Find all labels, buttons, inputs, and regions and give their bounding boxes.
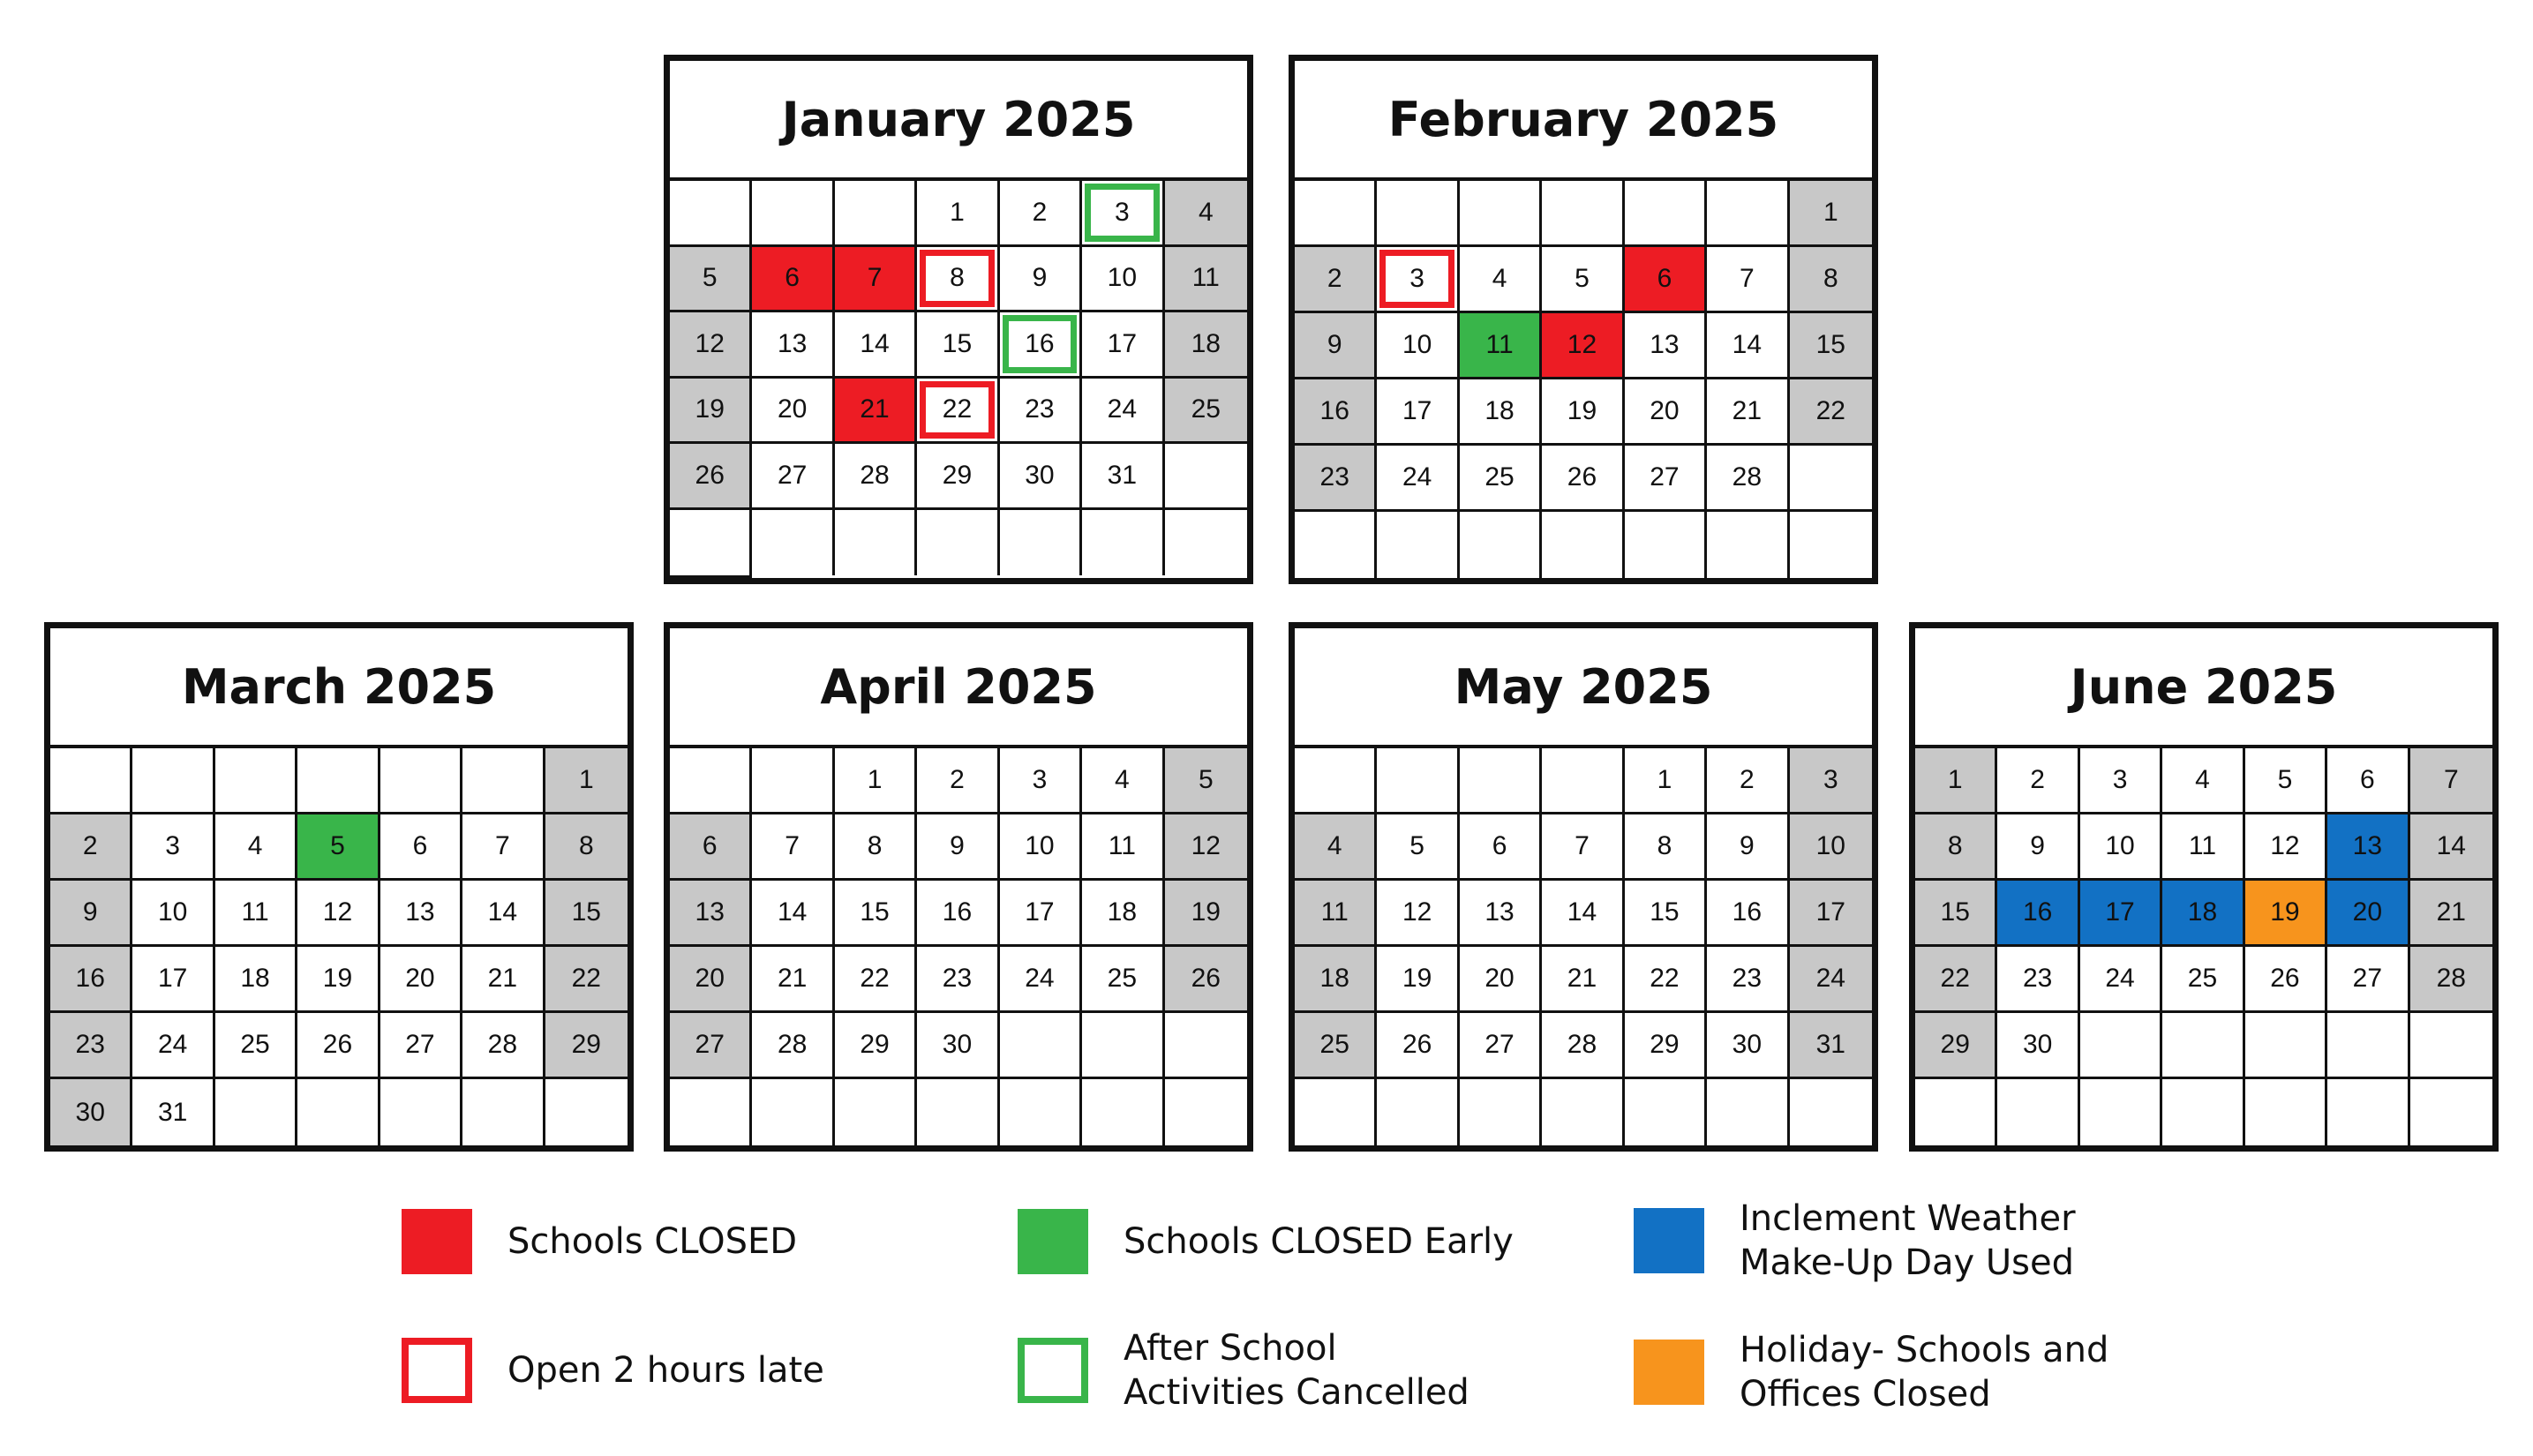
day-cell: 10 <box>1082 247 1164 313</box>
calendar-title: May 2025 <box>1295 628 1872 748</box>
calendar-grid <box>670 748 1247 1145</box>
day-cell: 18 <box>1295 947 1377 1013</box>
empty-day-cell <box>1707 1079 1789 1145</box>
day-cell: 10 <box>2080 814 2162 881</box>
empty-day-cell <box>670 748 752 814</box>
day-cell: 16 <box>1707 881 1789 947</box>
legend-label-line: Inclement Weather <box>1740 1198 2076 1239</box>
calendar-grid <box>670 181 1247 578</box>
empty-day-cell <box>1295 748 1377 814</box>
day-cell-cancel: 16 <box>1000 312 1082 379</box>
day-cell: 16 <box>1295 379 1377 446</box>
legend-holiday <box>1634 1328 2108 1416</box>
day-cell: 25 <box>1082 947 1164 1013</box>
legend-open-late <box>402 1338 824 1403</box>
empty-day-cell <box>1082 1079 1164 1145</box>
day-cell: 3 <box>1790 748 1872 814</box>
empty-day-cell <box>1295 181 1377 247</box>
day-cell-makeup: 16 <box>1997 881 2079 947</box>
legend-schools-closed <box>402 1209 797 1274</box>
empty-day-cell <box>297 748 380 814</box>
day-cell: 12 <box>670 312 752 379</box>
day-cell: 27 <box>2327 947 2409 1013</box>
empty-day-cell <box>917 1079 999 1145</box>
day-cell-cancel: 3 <box>1082 181 1164 247</box>
day-cell: 24 <box>1000 947 1082 1013</box>
day-cell: 8 <box>1790 247 1872 313</box>
day-cell: 10 <box>1377 313 1459 379</box>
empty-day-cell <box>2410 1013 2492 1079</box>
calendar-title: February 2025 <box>1295 61 1872 181</box>
day-cell: 13 <box>670 881 752 947</box>
empty-day-cell <box>2410 1079 2492 1145</box>
day-cell: 19 <box>1165 881 1247 947</box>
day-cell: 11 <box>1165 247 1247 313</box>
day-cell: 7 <box>1542 814 1624 881</box>
day-cell: 1 <box>1915 748 1997 814</box>
day-cell-late: 22 <box>917 379 999 445</box>
day-cell-closed: 6 <box>752 247 834 313</box>
day-cell: 22 <box>835 947 917 1013</box>
day-cell: 18 <box>215 947 297 1013</box>
empty-day-cell <box>1790 1079 1872 1145</box>
day-cell: 24 <box>1790 947 1872 1013</box>
day-cell: 2 <box>1295 247 1377 313</box>
legend-swatch-cancel <box>1018 1338 1088 1403</box>
empty-day-cell <box>2245 1013 2327 1079</box>
legend-label: Open 2 hours late <box>507 1350 824 1391</box>
empty-day-cell <box>50 748 132 814</box>
day-cell: 21 <box>2410 881 2492 947</box>
empty-day-cell <box>1165 1079 1247 1145</box>
day-cell: 6 <box>670 814 752 881</box>
empty-day-cell <box>1165 1013 1247 1079</box>
empty-day-cell <box>2327 1013 2409 1079</box>
legend-swatch-closed <box>402 1209 472 1274</box>
day-cell: 6 <box>380 814 462 881</box>
day-cell: 22 <box>1915 947 1997 1013</box>
day-cell: 30 <box>1707 1013 1789 1079</box>
day-cell: 13 <box>1460 881 1542 947</box>
calendar-grid <box>1295 181 1872 578</box>
day-cell: 23 <box>1000 379 1082 445</box>
day-cell: 9 <box>1707 814 1789 881</box>
day-cell: 20 <box>1460 947 1542 1013</box>
day-cell: 17 <box>1790 881 1872 947</box>
day-cell: 24 <box>2080 947 2162 1013</box>
day-cell: 28 <box>2410 947 2492 1013</box>
day-cell: 21 <box>752 947 834 1013</box>
day-cell: 15 <box>1625 881 1707 947</box>
day-cell: 17 <box>132 947 214 1013</box>
day-cell-early: 5 <box>297 814 380 881</box>
day-cell: 9 <box>50 881 132 947</box>
empty-day-cell <box>1625 512 1707 578</box>
empty-day-cell <box>752 748 834 814</box>
day-cell: 13 <box>1625 313 1707 379</box>
empty-day-cell <box>2162 1079 2244 1145</box>
empty-day-cell <box>1377 748 1459 814</box>
empty-day-cell <box>2327 1079 2409 1145</box>
day-cell: 4 <box>1460 247 1542 313</box>
empty-day-cell <box>2080 1013 2162 1079</box>
empty-day-cell <box>1790 512 1872 578</box>
empty-day-cell <box>1707 512 1789 578</box>
empty-day-cell <box>297 1079 380 1145</box>
empty-day-cell <box>132 748 214 814</box>
legend-makeup-day <box>1634 1197 2076 1285</box>
day-cell: 24 <box>1377 446 1459 512</box>
empty-day-cell <box>380 1079 462 1145</box>
day-cell: 10 <box>1790 814 1872 881</box>
empty-day-cell <box>1000 510 1082 576</box>
empty-day-cell <box>752 181 834 247</box>
day-cell: 19 <box>1542 379 1624 446</box>
day-cell: 19 <box>670 379 752 445</box>
day-cell: 19 <box>297 947 380 1013</box>
day-cell: 13 <box>752 312 834 379</box>
day-cell: 11 <box>1082 814 1164 881</box>
day-cell: 7 <box>752 814 834 881</box>
legend-label <box>1740 1197 2076 1285</box>
day-cell: 21 <box>1542 947 1624 1013</box>
empty-day-cell <box>670 1079 752 1145</box>
day-cell: 7 <box>2410 748 2492 814</box>
day-cell-early: 11 <box>1460 313 1542 379</box>
empty-day-cell <box>462 1079 545 1145</box>
day-cell: 6 <box>1460 814 1542 881</box>
day-cell: 2 <box>917 748 999 814</box>
empty-day-cell <box>2162 1013 2244 1079</box>
legend-label: Schools CLOSED Early <box>1124 1221 1514 1262</box>
day-cell-closed: 6 <box>1625 247 1707 313</box>
day-cell: 14 <box>1542 881 1624 947</box>
day-cell: 7 <box>462 814 545 881</box>
day-cell: 11 <box>1295 881 1377 947</box>
empty-day-cell <box>835 510 917 576</box>
empty-day-cell <box>917 510 999 576</box>
day-cell: 15 <box>1790 313 1872 379</box>
calendar-january-2025 <box>664 55 1253 584</box>
day-cell: 27 <box>1460 1013 1542 1079</box>
calendar-february-2025 <box>1289 55 1878 584</box>
legend-label-line: Holiday- Schools and <box>1740 1330 2109 1370</box>
day-cell: 21 <box>1707 379 1789 446</box>
empty-day-cell <box>1000 1079 1082 1145</box>
empty-day-cell <box>752 1079 834 1145</box>
empty-day-cell <box>1915 1079 1997 1145</box>
day-cell: 27 <box>380 1013 462 1079</box>
empty-day-cell <box>1542 1079 1624 1145</box>
day-cell: 8 <box>545 814 628 881</box>
day-cell: 28 <box>835 444 917 510</box>
day-cell: 7 <box>1707 247 1789 313</box>
day-cell: 8 <box>1915 814 1997 881</box>
day-cell: 14 <box>835 312 917 379</box>
day-cell: 5 <box>1377 814 1459 881</box>
day-cell: 10 <box>132 881 214 947</box>
day-cell-closed: 12 <box>1542 313 1624 379</box>
day-cell: 26 <box>1377 1013 1459 1079</box>
day-cell: 9 <box>1997 814 2079 881</box>
day-cell-makeup: 13 <box>2327 814 2409 881</box>
day-cell-closed: 7 <box>835 247 917 313</box>
empty-day-cell <box>1082 1013 1164 1079</box>
legend-schools-closed-early <box>1018 1209 1514 1274</box>
day-cell: 1 <box>545 748 628 814</box>
empty-day-cell <box>670 510 752 576</box>
day-cell: 4 <box>1295 814 1377 881</box>
day-cell: 4 <box>1082 748 1164 814</box>
empty-day-cell <box>1542 181 1624 247</box>
legend-swatch-late <box>402 1338 472 1403</box>
day-cell: 14 <box>462 881 545 947</box>
day-cell: 9 <box>1295 313 1377 379</box>
empty-day-cell <box>752 510 834 576</box>
day-cell: 26 <box>1542 446 1624 512</box>
day-cell: 2 <box>1997 748 2079 814</box>
day-cell: 30 <box>917 1013 999 1079</box>
day-cell: 26 <box>2245 947 2327 1013</box>
legend-label-line: Make-Up Day Used <box>1740 1242 2075 1283</box>
empty-day-cell <box>2080 1079 2162 1145</box>
day-cell: 26 <box>1165 947 1247 1013</box>
day-cell-late: 8 <box>917 247 999 313</box>
empty-day-cell <box>1377 1079 1459 1145</box>
legend-swatch-makeup <box>1634 1208 1704 1273</box>
day-cell: 23 <box>1707 947 1789 1013</box>
day-cell: 17 <box>1000 881 1082 947</box>
empty-day-cell <box>1460 748 1542 814</box>
day-cell: 25 <box>1460 446 1542 512</box>
day-cell: 20 <box>380 947 462 1013</box>
day-cell: 29 <box>835 1013 917 1079</box>
day-cell: 23 <box>917 947 999 1013</box>
calendar-grid <box>50 748 628 1145</box>
day-cell: 11 <box>2162 814 2244 881</box>
day-cell: 12 <box>297 881 380 947</box>
calendar-may-2025 <box>1289 622 1878 1152</box>
day-cell: 15 <box>545 881 628 947</box>
day-cell: 3 <box>1000 748 1082 814</box>
day-cell: 29 <box>917 444 999 510</box>
day-cell: 13 <box>380 881 462 947</box>
day-cell: 5 <box>1165 748 1247 814</box>
empty-day-cell <box>1460 181 1542 247</box>
legend-label <box>1124 1326 1469 1415</box>
day-cell: 28 <box>462 1013 545 1079</box>
calendar-april-2025 <box>664 622 1253 1152</box>
legend-label-line: After School <box>1124 1328 1337 1369</box>
day-cell: 10 <box>1000 814 1082 881</box>
day-cell: 27 <box>752 444 834 510</box>
calendar-title: April 2025 <box>670 628 1247 748</box>
empty-day-cell <box>1790 446 1872 512</box>
day-cell: 20 <box>752 379 834 445</box>
day-cell: 29 <box>545 1013 628 1079</box>
day-cell: 22 <box>1790 379 1872 446</box>
day-cell: 25 <box>2162 947 2244 1013</box>
day-cell: 28 <box>1707 446 1789 512</box>
day-cell: 25 <box>215 1013 297 1079</box>
day-cell: 15 <box>917 312 999 379</box>
day-cell: 4 <box>1165 181 1247 247</box>
empty-day-cell <box>1460 512 1542 578</box>
day-cell-makeup: 18 <box>2162 881 2244 947</box>
legend-label-line: Activities Cancelled <box>1124 1372 1469 1413</box>
day-cell: 1 <box>1625 748 1707 814</box>
day-cell: 27 <box>1625 446 1707 512</box>
day-cell: 2 <box>50 814 132 881</box>
day-cell: 24 <box>1082 379 1164 445</box>
empty-day-cell <box>1625 181 1707 247</box>
legend-swatch-holiday <box>1634 1340 1704 1405</box>
calendar-title: January 2025 <box>670 61 1247 181</box>
empty-day-cell <box>1295 1079 1377 1145</box>
empty-day-cell <box>1542 512 1624 578</box>
day-cell: 29 <box>1915 1013 1997 1079</box>
legend-label <box>1740 1328 2108 1416</box>
day-cell: 31 <box>1082 444 1164 510</box>
day-cell: 8 <box>835 814 917 881</box>
day-cell-holiday: 19 <box>2245 881 2327 947</box>
empty-day-cell <box>1082 510 1164 576</box>
day-cell: 25 <box>1295 1013 1377 1079</box>
empty-day-cell <box>835 181 917 247</box>
legend-swatch-early <box>1018 1209 1088 1274</box>
day-cell: 3 <box>132 814 214 881</box>
day-cell: 14 <box>1707 313 1789 379</box>
day-cell: 19 <box>1377 947 1459 1013</box>
day-cell-closed: 21 <box>835 379 917 445</box>
empty-day-cell <box>1707 181 1789 247</box>
day-cell: 3 <box>2080 748 2162 814</box>
calendar-title: June 2025 <box>1915 628 2492 748</box>
empty-day-cell <box>2245 1079 2327 1145</box>
day-cell: 2 <box>1707 748 1789 814</box>
day-cell: 30 <box>1000 444 1082 510</box>
day-cell: 5 <box>670 247 752 313</box>
calendar-march-2025 <box>44 622 634 1152</box>
empty-day-cell <box>462 748 545 814</box>
day-cell: 18 <box>1082 881 1164 947</box>
day-cell: 1 <box>917 181 999 247</box>
day-cell: 20 <box>1625 379 1707 446</box>
day-cell: 31 <box>1790 1013 1872 1079</box>
day-cell: 25 <box>1165 379 1247 445</box>
day-cell: 23 <box>1997 947 2079 1013</box>
day-cell: 16 <box>50 947 132 1013</box>
empty-day-cell <box>545 1079 628 1145</box>
day-cell: 16 <box>917 881 999 947</box>
empty-day-cell <box>380 748 462 814</box>
day-cell: 30 <box>1997 1013 2079 1079</box>
day-cell: 8 <box>1625 814 1707 881</box>
day-cell: 30 <box>50 1079 132 1145</box>
empty-day-cell <box>1165 444 1247 510</box>
day-cell: 18 <box>1165 312 1247 379</box>
calendar-grid <box>1295 748 1872 1145</box>
calendar-title: March 2025 <box>50 628 628 748</box>
empty-day-cell <box>1460 1079 1542 1145</box>
empty-day-cell <box>1295 512 1377 578</box>
empty-day-cell <box>1997 1079 2079 1145</box>
day-cell: 31 <box>132 1079 214 1145</box>
day-cell: 4 <box>2162 748 2244 814</box>
empty-day-cell <box>1000 1013 1082 1079</box>
empty-day-cell <box>1165 510 1247 576</box>
day-cell: 26 <box>297 1013 380 1079</box>
day-cell: 28 <box>1542 1013 1624 1079</box>
day-cell: 17 <box>1082 312 1164 379</box>
empty-day-cell <box>215 748 297 814</box>
empty-day-cell <box>670 575 752 578</box>
day-cell: 11 <box>215 881 297 947</box>
day-cell: 17 <box>1377 379 1459 446</box>
day-cell: 1 <box>835 748 917 814</box>
day-cell: 9 <box>917 814 999 881</box>
calendar-grid <box>1915 748 2492 1145</box>
empty-day-cell <box>1625 1079 1707 1145</box>
day-cell-late: 3 <box>1377 247 1459 313</box>
day-cell-makeup: 17 <box>2080 881 2162 947</box>
day-cell: 22 <box>1625 947 1707 1013</box>
day-cell: 5 <box>1542 247 1624 313</box>
day-cell: 27 <box>670 1013 752 1079</box>
legend-activities-cancelled <box>1018 1326 1469 1415</box>
day-cell: 6 <box>2327 748 2409 814</box>
day-cell: 28 <box>752 1013 834 1079</box>
day-cell: 9 <box>1000 247 1082 313</box>
day-cell: 23 <box>1295 446 1377 512</box>
empty-day-cell <box>835 1079 917 1145</box>
legend-label-line: Offices Closed <box>1740 1374 1991 1415</box>
day-cell: 12 <box>2245 814 2327 881</box>
day-cell: 23 <box>50 1013 132 1079</box>
day-cell: 26 <box>670 444 752 510</box>
calendar-june-2025 <box>1909 622 2499 1152</box>
day-cell: 15 <box>835 881 917 947</box>
day-cell: 20 <box>670 947 752 1013</box>
day-cell: 24 <box>132 1013 214 1079</box>
empty-day-cell <box>215 1079 297 1145</box>
day-cell: 18 <box>1460 379 1542 446</box>
day-cell: 5 <box>2245 748 2327 814</box>
empty-day-cell <box>1377 512 1459 578</box>
legend-label: Schools CLOSED <box>507 1221 798 1262</box>
empty-day-cell <box>1377 181 1459 247</box>
day-cell: 12 <box>1377 881 1459 947</box>
day-cell: 14 <box>2410 814 2492 881</box>
day-cell: 1 <box>1790 181 1872 247</box>
day-cell-makeup: 20 <box>2327 881 2409 947</box>
day-cell: 22 <box>545 947 628 1013</box>
day-cell: 4 <box>215 814 297 881</box>
day-cell: 2 <box>1000 181 1082 247</box>
day-cell: 15 <box>1915 881 1997 947</box>
day-cell: 21 <box>462 947 545 1013</box>
day-cell: 29 <box>1625 1013 1707 1079</box>
day-cell: 12 <box>1165 814 1247 881</box>
empty-day-cell <box>1542 748 1624 814</box>
day-cell: 14 <box>752 881 834 947</box>
empty-day-cell <box>670 181 752 247</box>
